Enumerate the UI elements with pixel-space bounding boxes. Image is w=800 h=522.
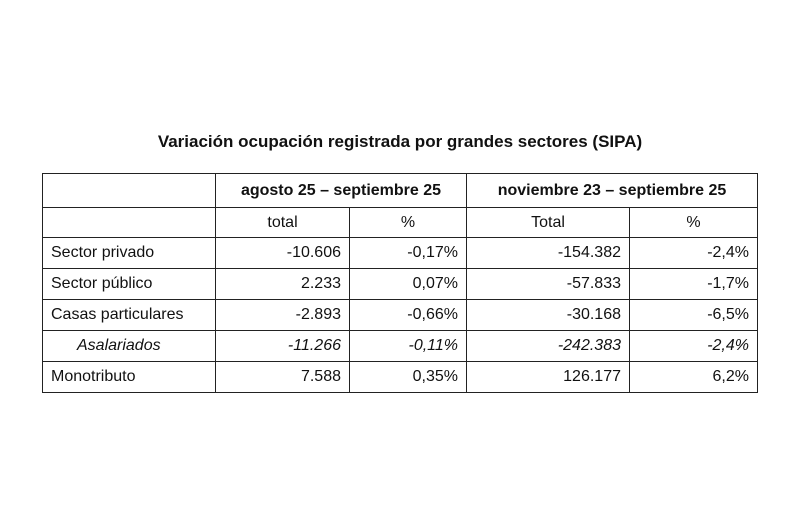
table-header-row [43, 174, 758, 208]
header-period-1: agosto 25 – septiembre 25 [216, 174, 467, 208]
row-label: Monotributo [43, 362, 216, 393]
cell-total-1: 7.588 [216, 362, 350, 393]
subheader-pct-1: % [350, 208, 467, 238]
header-empty-cell [43, 174, 216, 208]
cell-pct-2: -1,7% [630, 269, 758, 300]
row-label: Asalariados [43, 331, 216, 362]
cell-total-1: -10.606 [216, 238, 350, 269]
cell-total-2: -30.168 [467, 300, 630, 331]
header-period-2: noviembre 23 – septiembre 25 [467, 174, 758, 208]
subheader-total-2: Total [467, 208, 630, 238]
cell-total-1: 2.233 [216, 269, 350, 300]
cell-pct-1: 0,35% [350, 362, 467, 393]
sipa-table [42, 173, 758, 393]
subheader-total-1: total [216, 208, 350, 238]
cell-total-1: -11.266 [216, 331, 350, 362]
cell-pct-2: 6,2% [630, 362, 758, 393]
cell-total-2: 126.177 [467, 362, 630, 393]
cell-total-2: -242.383 [467, 331, 630, 362]
table-title: Variación ocupación registrada por grandes sectores (SIPA) [157, 132, 643, 151]
table-row [43, 300, 758, 331]
cell-pct-1: -0,66% [350, 300, 467, 331]
cell-pct-1: -0,11% [350, 331, 467, 362]
cell-pct-2: -6,5% [630, 300, 758, 331]
table-row [43, 362, 758, 393]
cell-total-2: -57.833 [467, 269, 630, 300]
cell-pct-1: 0,07% [350, 269, 467, 300]
row-label: Casas particulares [43, 300, 216, 331]
table-row [43, 238, 758, 269]
subheader-empty-cell [43, 208, 216, 238]
subheader-pct-2: % [630, 208, 758, 238]
cell-total-2: -154.382 [467, 238, 630, 269]
row-label: Sector privado [43, 238, 216, 269]
cell-pct-1: -0,17% [350, 238, 467, 269]
table-row [43, 331, 758, 362]
table-row [43, 269, 758, 300]
table-subheader-row [43, 208, 758, 238]
cell-total-1: -2.893 [216, 300, 350, 331]
cell-pct-2: -2,4% [630, 238, 758, 269]
row-label: Sector público [43, 269, 216, 300]
cell-pct-2: -2,4% [630, 331, 758, 362]
